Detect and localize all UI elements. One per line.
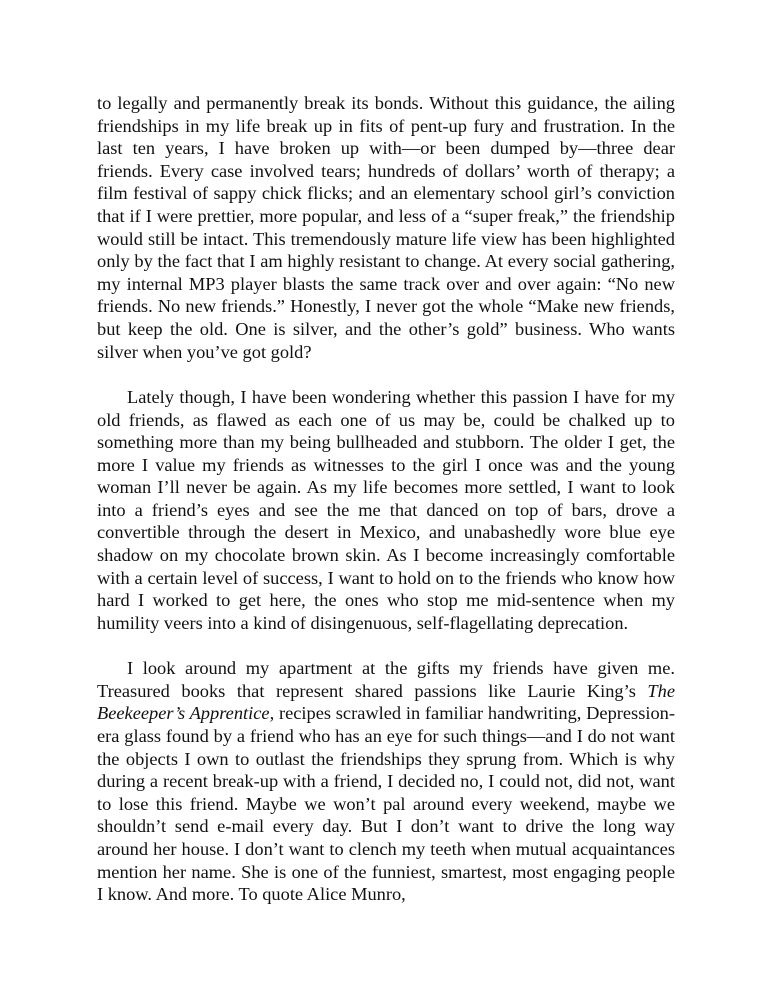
paragraph-3 [97, 657, 675, 906]
paragraph-3-text-after: recipes scrawled in familiar handwriting, Depression-era glass found by a friend who has an eye for such things—and I do not want the objects I own to outlast the friendships they sprung from. Which is why during a recent break-up with a friend, I decided no, I could not, did not, want to lose this friend. Maybe we won’t pal around every weekend, maybe we shouldn’t send e-mail every day. But I don’t want to drive the long way around her house. I don’t want to clench my teeth when mutual acquaintances mention her name. She is one of the funniest, smartest, most engaging people I know. And more. To quote Alice Munro, [97, 703, 675, 905]
document-page [97, 92, 675, 906]
paragraph-3-text-before: I look around my apartment at the gifts my friends have given me. Treasured books that represent shared passions like Laurie King’s [97, 658, 675, 701]
book-title: The Beekeeper’s Apprentice, [97, 680, 675, 724]
paragraph-2: Lately though, I have been wondering whether this passion I have for my old friends, as flawed as each one of us may be, could be chalked up to something more than my being bullheaded and stubborn. The older I get, the more I value my friends as witnesses to the girl I once was and the young woman I’ll never be again. As my life becomes more settled, I want to look into a friend’s eyes and see the me that danced on top of bars, drove a convertible through the desert in Mexico, and unabashedly wore blue eye shadow on my chocolate brown skin. As I become increasingly comfortable with a certain level of success, I want to hold on to the friends who know how hard I worked to get here, the ones who stop me mid-sentence when my humility veers into a kind of disingenuous, self-flagellating deprecation. [97, 386, 675, 633]
paragraph-1: to legally and permanently break its bonds. Without this guidance, the ailing friendships in my life break up in fits of pent-up fury and frustration. In the last ten years, I have broken up with—or been dumped by—three dear friends. Every case involved tears; hundreds of dollars’ worth of therapy; a film festival of sappy chick flicks; and an elementary school girl’s conviction that if I were prettier, more popular, and less of a “super freak,” the friendship would still be intact. This tremendously mature life view has been highlighted only by the fact that I am highly resistant to change. At every social gathering, my internal MP3 player blasts the same track over and over again: “No new friends. No new friends.” Honestly, I never got the whole “Make new friends, but keep the old. One is silver, and the other’s gold” business. Who wants silver when you’ve got gold? [97, 93, 675, 362]
